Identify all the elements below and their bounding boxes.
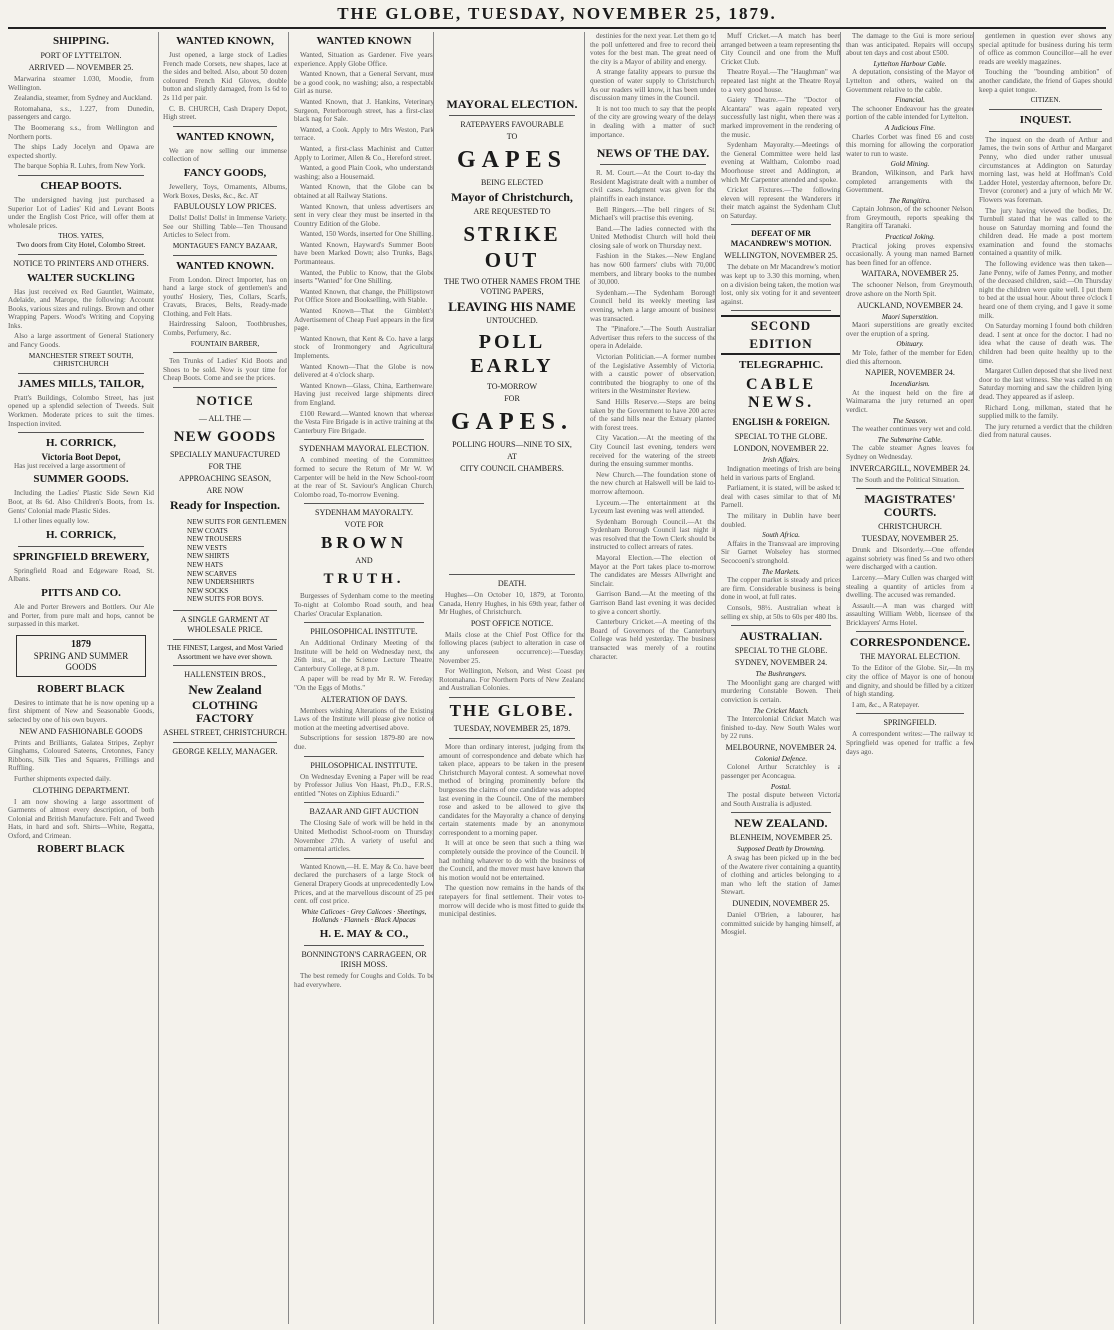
new-goods-heading: NEW GOODS — [173, 429, 277, 446]
suit-item: NEW SOCKS — [187, 586, 229, 595]
fashionable-goods: NEW AND FASHIONABLE GOODS — [19, 726, 143, 736]
philosophical-heading-2: PHILOSOPHICAL INSTITUTE. — [310, 760, 418, 770]
inquest-heading: INQUEST. — [1019, 113, 1072, 126]
suit-item: NEW SCARVES — [187, 569, 237, 578]
are-now-label: ARE NOW — [206, 486, 244, 496]
wellington-dateline: WELLINGTON, NOVEMBER 25. — [724, 251, 838, 261]
second-edition-heading: SECOND EDITION — [721, 315, 841, 355]
robert-black-heading: ROBERT BLACK — [37, 682, 125, 695]
fountain-barber: FOUNTAIN BARBER, — [190, 339, 260, 348]
maori-heading: Maori Superstition. — [881, 312, 939, 321]
shipping-text: Marwarina steamer 1.030, Moodie, from Wellington. Zealandia, steamer, from Sydney and Auckland. Rotomahana, s.s., 1.227, from Dunedin, passengers and cargo. The Boomerang s.s., from Wellington and Northern ports. The ships Lady Jocelyn and Opawa are expected shortly. The barque Sophia R. Luhrs, from New York. — [8, 75, 154, 171]
manchester-street: MANCHESTER STREET SOUTH, CHRISTCHURCH — [28, 351, 134, 369]
robert-black-heading-2: ROBERT BLACK — [37, 843, 125, 856]
blenheim-dateline: BLENHEIM, NOVEMBER 25. — [729, 833, 833, 843]
springfield-heading: SPRINGFIELD BREWERY, — [12, 550, 150, 563]
practical-joking-heading: Practical Joking. — [885, 233, 935, 242]
tomorrow-label: TO-MORROW — [486, 382, 538, 391]
obituary-heading: Obituary. — [896, 340, 924, 349]
gapes-heading-2: GAPES. — [450, 409, 573, 435]
ashel-street: ASHEL STREET, CHRISTCHURCH. — [163, 728, 287, 738]
notice-heading: NOTICE — [196, 393, 254, 409]
suit-item: NEW TROUSERS — [187, 535, 242, 544]
melbourne-dateline: MELBOURNE, NOVEMBER 24. — [725, 742, 837, 752]
shipping-heading: SHIPPING. — [53, 35, 109, 47]
column-6: Muff Cricket.—A match has been arranged between a team representing the City Council and one from the Muff Cricket Club. Theatre Royal.—The "Haughman" was repeated last night at the Theatre Royal to a very good house. Gaiety Theatre.—The "Doctor of Alcantara" was again repeated very successfully last night, when there was a marked improvement in the rendering of the music. Sydenham Mayoralty.—Meetings of the General Committee were held last evening at Waltham, Colombo road, Moorhouse street and Addington, at which Mr Carpenter attended and spoke. Cricket Fixtures.—The following eleven will represent the Wanderers in their match against the Sydenham Club on Saturday. DEFEAT OF MR MACANDREW'S MOTION. WELLINGTON, NOVEMBER 25. The debate on Mr Macandrew's motion was kept up to 3.30 this morning, when, on a division being taken, the motion was lost, only six voting for it and seventeen against. SECOND EDITION TELEGRAPHIC. CABLE NEWS. ENGLISH & FOREIGN. SPECIAL TO THE GLOBE. LONDON, NOVEMBER 22. Irish Affairs. Indignation meetings of Irish are being held in various parts of England. Parliament, it is stated, will be asked to deal with cases similar to that of Mr Parnell. The military in Dublin have been doubled. South Africa. Affairs in the Transvaal are improving. Sir Garnet Wolseley has stormed Secocoeni's stronghold. The Markets. The copper market is steady and prices are firm. Considerable business is being done in wool, at full rates. Consols, 98½. Australian wheat is selling ex ship, at 50s to 60s per 480 lbs. AUSTRALIAN. SPECIAL TO THE GLOBE. SYDNEY, NOVEMBER 24. The Bushrangers. The Moonlight gang are charged with murdering Constable Bowen. Their conviction is certain. The Cricket Match. The Intercolonial Cricket Match was finished to-day. New South Wales won by 22 runs. MELBOURNE, NOVEMBER 24. Colonial Defence. Colonel Arthur Scratchley is a passenger per Aconcagua. Postal. The postal dispute between Victoria and South Australia is adjusted. NEW ZEALAND. BLENHEIM, NOVEMBER 25. Supposed Death by Drowning. A swag has been picked up in the bed of the Awatere river containing a quantity of clothing and articles belonging to a man who left the station of James Stewart. DUNEDIN, NOVEMBER 25. Daniel O'Brien, a labourer, has committed suicide by hanging himself, at Mosgiel. — [715, 32, 841, 1324]
special-globe-1: SPECIAL TO THE GLOBE. — [734, 432, 828, 442]
sydenham-mayoralty: SYDENHAM MAYORALTY. — [315, 508, 413, 518]
suit-item: NEW VESTS — [187, 543, 227, 552]
submarine-cable-heading: The Submarine Cable. — [877, 435, 943, 444]
vote-for-label: VOTE FOR — [344, 520, 384, 530]
may-heading: H. E. MAY & CO., — [319, 927, 409, 940]
column-5: destinies for the next year. Let them go to the poll unfettered and free to record their votes for the best man. The great need of the city is a Mayor of ability and energy. A strange fatality appears to pursue the question of water supply to Christchurch. As our readers will know, it has been under discussion many times in the Council. It is not too much to say that the people of the city are growing weary of the delays in dealing with a matter of such importance. NEWS OF THE DAY. R. M. Court.—At the Court to-day the Resident Magistrate dealt with a number of civil cases. Judgment was given for the plaintiffs in each instance. Bell Ringers.—The bell ringers of St. Michael's will practise this evening. Band.—The ladies connected with the United Methodist Church will hold their closing sale of work on Thursday next. Fashion in the Stakes.—New England has now 600 farmers' clubs with 70,000 members, and library books to the number of 30,000. Sydenham.—The Sydenham Borough Council held its weekly meeting last evening, when a large amount of business was transacted. The "Pinafore."—The South Australian Advertiser thus refers to the success of the opera in Adelaide. Victorian Politician.—A former number of the Legislative Assembly of Victoria, with a caustic power of observation, contributed the biography to one of the writers in the Westminster Review. Sand Hills Reserve.—Steps are being taken by the Government to have 200 acres of the sand hills near the Estuary planted with forest trees. City Vacation.—At the meeting of the City Council last evening, tenders were received for the watering of the streets during the ensuing summer months. New Church.—The foundation stone of the new church at Halswell will be laid to-morrow afternoon. Lyceum.—The entertainment at the Lyceum last evening was well attended. Sydenham Borough Council.—At the Sydenham Borough Council last night it was resolved that the Town Clerk should be instructed to collect arrears of rates. Mayoral Election.—The election of Mayor at the Port takes place to-morrow. The candidates are Messrs Allwright and Sinclair. Garrison Band.—At the meeting of the Garrison Band last evening it was decided to give a concert shortly. Canterbury Cricket.—A meeting of the Board of Governors of the Canterbury College was held yesterday. The business transacted was merely of a routine character. — [584, 32, 716, 1324]
ready-heading: Ready for Inspection. — [169, 498, 281, 513]
column-7: The damage to the Gui is more serious than was anticipated. Repairs will occupy about ten days and cost about £500. Lyttelton Harbour Cable. A deputation, consisting of the Mayor of Lyttelton and others, waited on the Government relative to the cable. Financial. The schooner Endeavour has the greater portion of the cable intended for Lyttelton. A Judicious Fine. Charles Corbet was fined £6 and costs this morning for allowing the corporation water to run to waste. Gold Mining. Brandon, Wilkinson, and Park have completed arrangements with the Government. The Rangitira. Captain Johnson, of the schooner Nelson, from Greymouth, reports speaking the Rangitira off Taranaki. Practical Joking. Practical joking proves expensive occasionally. A young man named Barnett has been fined for an offence. WAITARA, NOVEMBER 25. The schooner Nelson, from Greymouth, drove ashore on the North Spit. AUCKLAND, NOVEMBER 24. Maori Superstition. Maori superstitions are greatly excited over the eruption of a spring. Obituary. Mr Tole, father of the member for Eden, died this afternoon. NAPIER, NOVEMBER 24. Incendiarism. At the inquest held on the fire at Waimarama the jury returned an open verdict. The Season. The weather continues very wet and cold. The Submarine Cable. The cable steamer Agnes leaves for Sydney on Wednesday. INVERCARGILL, NOVEMBER 24. The South and the Political Situation. MAGISTRATES' COURTS. CHRISTCHURCH. TUESDAY, NOVEMBER 25. Drunk and Disorderly.—One offender against sobriety was fined 5s and two others were discharged with a caution. Larceny.—Mary Cullen was charged with stealing a quantity of articles from a dwelling. The accused was remanded. Assault.—A man was charged with assaulting William Webb, licensee of the Bricklayers' Arms Hotel. CORRESPONDENCE. THE MAYORAL ELECTION. To the Editor of the Globe. Sir,—In my city the office of Mayor is one of honour and dignity, and should be filled by a citizen of high standing. I am, &c., A Ratepayer. SPRINGFIELD. A correspondent writes:—The railway to Springfield was opened for traffic a few days ago. — [840, 32, 974, 1324]
spring-summer-box — [16, 635, 146, 677]
dunedin-dateline: DUNEDIN, NOVEMBER 25. — [732, 899, 830, 908]
rangitira-heading: The Rangitira. — [889, 196, 931, 205]
brown-heading: BROWN — [320, 533, 408, 553]
markets-heading: The Markets. — [762, 567, 800, 576]
column-2: WANTED KNOWN, Just opened, a large stock of Ladies French made Corsets, new shapes, lace at the sides and belted. Also, about 50 dozen coloured French Kid Gloves, double button and slightly damaged, from 1s 6d to 2s 11d per pair. C. B. CHURCH, Cash Drapery Depot, High street. WANTED KNOWN, We are now selling our immense collection of FANCY GOODS, Jewellery, Toys, Ornaments, Albums, Work Boxes, Desks, &c., &c. AT FABULOUSLY LOW PRICES. Dolls! Dolls! Dolls! in Immense Variety. See our Shilling Table—Ten Thousand Articles to Select from. MONTAGUE'S FANCY BAZAAR, WANTED KNOWN. From London. Direct Importer, has on hand a large stock of gentlemen's and youths' Hosiery, Ties, Collars, Scarfs, Cravats, Braces, Belts, Ready-made Clothing, and Felt Hats. Hairdressing Saloon, Toothbrushes, Combs, Perfumery, &c. FOUNTAIN BARBER, Ten Trunks of Ladies' Kid Boots and Shoes to be sold. Now is your time for Cheap Boots. Come and see the prices. NOTICE — ALL THE — NEW GOODS SPECIALLY MANUFACTURED FOR THE APPROACHING SEASON, ARE NOW Ready for Inspection. NEW SUITS FOR GENTLEMEN NEW COATS NEW TROUSERS NEW VESTS NEW SHIRTS NEW HATS NEW SCARVES NEW UNDERSHIRTS NEW SOCKS NEW SUITS FOR BOYS. A SINGLE GARMENT AT WHOLESALE PRICE. THE FINEST, Largest, and Most Varied Assortment we have ever shown. HALLENSTEIN BROS., New Zealand CLOTHING FACTORY ASHEL STREET, CHRISTCHURCH. GEORGE KELLY, MANAGER. — [158, 32, 287, 1324]
financial-heading: Financial. — [895, 96, 925, 105]
chambers-label: CITY COUNCIL CHAMBERS. — [460, 464, 564, 473]
pitts-heading: PITTS AND CO. — [41, 586, 121, 599]
sydney-dateline: SYDNEY, NOVEMBER 24. — [734, 658, 828, 668]
being-elected-label: BEING ELECTED — [481, 178, 543, 187]
masthead-rule — [8, 27, 1106, 29]
kelly-manager: GEORGE KELLY, MANAGER. — [172, 747, 278, 757]
truth-heading: TRUTH. — [323, 571, 405, 588]
sydenham-election-heading: SYDENHAM MAYORAL ELECTION. — [299, 444, 429, 454]
suit-item: NEW COATS — [187, 526, 228, 535]
wanted-known-2: WANTED KNOWN, — [176, 130, 274, 143]
mayoral-election-heading: MAYORAL ELECTION. — [446, 97, 578, 111]
two-other-label: THE TWO OTHER NAMES FROM THE VOTING PAPERS, — [443, 277, 581, 296]
specially-label: SPECIALLY MANUFACTURED — [169, 450, 281, 460]
waitara-dateline: WAITARA, NOVEMBER 25. — [861, 269, 959, 279]
suits-list — [163, 518, 287, 604]
factory-heading: CLOTHING FACTORY — [191, 698, 258, 726]
montagu-bazaar: MONTAGUE'S FANCY BAZAAR, — [172, 241, 278, 250]
yates-address: Two doors from City Hotel, Colombo Street. — [16, 240, 146, 249]
for-label: FOR — [504, 394, 520, 403]
napier-dateline: NAPIER, NOVEMBER 24. — [865, 368, 955, 378]
column-8: gentlemen in question ever shows any special aptitude for business during his term of office as common Councillor—all he ever reads are weekly magazines. Touching the "bounding ambition" of another candidate, the friend of Gapes should keep a quiet tongue. CITIZEN. INQUEST. The inquest on the death of Arthur and James, the twin sons of Arthur and Margaret Penny, who died under rather unusual circumstances at Addington on Saturday morning last, was held at Hoffman's Cold Ladder Hotel, yesterday afternoon, before Dr. Trevor (coroner) and a jury of which Mr W. Flowers was foreman. The jury having viewed the bodies, Dr. Turnbull stated that he was called to the house on Saturday morning and found the children dead. He made a post mortem examination and found the stomachs contained a quantity of milk. The following evidence was then taken—Jane Penny, wife of James Penny, and mother of the deceased children, said:—On Thursday night the children were quite well. I put them to bed at the usual hour. About three o'clock I heard one of them crying, and I gave it some milk. On Saturday morning I found both children dead. I sent at once for the doctor. I had no idea what the cause of death was. The children had been quite healthy up to the time. Margaret Cullen deposed that she lived next door to the last witness. She was called in on Saturday morning and saw the children lying dead. They appeared as if asleep. Richard Long, milkman, stated that he supplied milk to the family. The jury returned a verdict that the children died from natural causes. — [973, 32, 1112, 1324]
fiasco-heading: A Judicious Fine. — [884, 123, 936, 132]
corrick-heading-2: H. CORRICK, — [46, 528, 116, 541]
magistrates-heading: MAGISTRATES' COURTS. — [864, 492, 956, 520]
ratepayers-label: RATEPAYERS FAVOURABLE — [460, 120, 564, 129]
all-the-label: — ALL THE — — [198, 414, 252, 424]
bonnington-heading: BONNINGTON'S CARRAGEEN, OR IRISH MOSS. — [301, 949, 427, 969]
wholesale-label: A SINGLE GARMENT AT WHOLESALE PRICE. — [180, 614, 270, 634]
auckland-dateline: AUCKLAND, NOVEMBER 24. — [857, 300, 963, 310]
finest-label: THE FINEST, Largest, and Most Varied Assortment we have ever shown. — [167, 643, 283, 661]
death-heading: DEATH. — [497, 579, 527, 588]
gapes-heading: GAPES — [456, 147, 567, 173]
corrick-subheading: Victoria Boot Depot, — [41, 452, 121, 463]
approaching-label: APPROACHING SEASON, — [178, 474, 271, 484]
correspondence-heading: CORRESPONDENCE. — [849, 635, 971, 650]
invercargill-dateline: INVERCARGILL, NOVEMBER 24. — [850, 463, 970, 473]
fancy-goods-heading: FANCY GOODS, — [183, 166, 267, 179]
cable-news-heading: CABLE NEWS. — [745, 376, 817, 412]
mills-heading: JAMES MILLS, TAILOR, — [17, 377, 145, 390]
summer-goods-heading: SUMMER GOODS. — [33, 473, 129, 486]
suit-item: NEW UNDERSHIRTS — [187, 578, 255, 587]
corrick-heading: H. CORRICK, — [46, 437, 116, 450]
columns — [8, 32, 1112, 1324]
globe-date: TUESDAY, NOVEMBER 25, 1879. — [453, 723, 571, 733]
wanted-known-1: WANTED KNOWN, — [176, 35, 274, 47]
clothing-department: CLOTHING DEPARTMENT. — [32, 785, 130, 795]
leaving-heading: LEAVING HIS NAME — [448, 299, 576, 314]
drowning-heading: Supposed Death by Drowning. — [737, 845, 825, 854]
colonial-defence-heading: Colonial Defence. — [754, 754, 808, 763]
bushrangers-heading: The Bushrangers. — [755, 670, 807, 679]
christchurch-heading: CHRISTCHURCH. — [878, 522, 942, 532]
london-dateline: LONDON, NOVEMBER 22. — [733, 444, 829, 454]
gold-mining-heading: Gold Mining. — [890, 160, 930, 169]
cricket-heading: The Cricket Match. — [753, 706, 809, 715]
port-heading: PORT OF LYTTELTON. — [40, 51, 122, 60]
low-prices-heading: FABULOUSLY LOW PRICES. — [173, 202, 277, 212]
springfield-heading: SPRINGFIELD. — [883, 718, 937, 728]
lyttelton-cable-heading: Lyttelton Harbour Cable. — [873, 59, 947, 68]
requested-label: ARE REQUESTED TO — [473, 207, 551, 216]
for-the-label: FOR THE — [208, 462, 242, 472]
printers-notice: NOTICE TO PRINTERS AND OTHERS. — [13, 258, 149, 268]
philosophical-heading: PHILOSOPHICAL INSTITUTE. — [310, 627, 418, 637]
news-of-the-day-heading: NEWS OF THE DAY. — [596, 146, 710, 161]
untouched-label: UNTOUCHED. — [486, 316, 538, 325]
cheap-boots-heading: CHEAP BOOTS. — [40, 179, 122, 192]
new-zealand-heading: NEW ZEALAND. — [734, 816, 828, 831]
wanted-known-heading: WANTED KNOWN — [316, 35, 412, 47]
strike-out-heading: STRIKE OUT — [463, 222, 561, 272]
incendiarism-heading: Incendiarism. — [890, 380, 930, 389]
court-date: TUESDAY, NOVEMBER 25. — [861, 534, 959, 544]
poll-early-heading: POLL EARLY — [470, 331, 554, 377]
defeat-heading: DEFEAT OF MR MACANDREW'S MOTION. — [730, 229, 832, 249]
postal-heading: Postal. — [770, 782, 792, 791]
mayor-label: Mayor of Christchurch, — [451, 190, 573, 204]
south-africa-heading: South Africa. — [762, 531, 800, 540]
at-label: AT — [507, 452, 517, 461]
suit-item: NEW HATS — [187, 561, 224, 569]
yates-name: THOS. YATES, — [58, 232, 104, 241]
alteration-heading: ALTERATION OF DAYS. — [320, 694, 408, 704]
the-globe-heading: THE GLOBE. — [449, 700, 575, 720]
mayoral-letter-heading: THE MAYORAL ELECTION. — [859, 652, 961, 662]
suit-item: NEW SUITS FOR BOYS. — [187, 595, 264, 604]
hallenstein-label: HALLENSTEIN BROS., — [184, 670, 266, 680]
special-globe-2: SPECIAL TO THE GLOBE. — [734, 646, 828, 656]
suit-item: NEW SHIRTS — [187, 552, 230, 561]
column-1: SHIPPING. PORT OF LYTTELTON. ARRIVED — NOVEMBER 25. Marwarina steamer 1.030, Moodie, from Wellington. Zealandia, steamer, from Sydney and Auckland. Rotomahana, s.s., 1.227, from Dunedin, passengers and cargo. The Boomerang s.s., from Wellington and Northern ports. The ships Lady Jocelyn and Opawa are expected shortly. The barque Sophia R. Luhrs, from New York. CHEAP BOOTS. The undersigned having just purchased a Superior Lot of Ladies' Kid and Levant Boots under the English Cost Price, will offer them at wholesale prices. THOS. YATES, Two doors from City Hotel, Colombo Street. NOTICE TO PRINTERS AND OTHERS. WALTER SUCKLING Has just received ex Red Gauntlet, Waimate, Adelaide, and Marope, the following: Account Books, various sizes and rulings. Brown and other Wrapping Papers. Wood's Writing and Copying Inks. Also a large assortment of General Stationery and Fancy Goods. MANCHESTER STREET SOUTH, CHRISTCHURCH JAMES MILLS, TAILOR, Pratt's Buildings, Colombo Street, has just opened up a splendid selection of Tweeds. Suit Workmen. Moderate prices to suit the times. Inspection invited. H. CORRICK, Victoria Boot Depot, Has just received a large assortment of SUMMER GOODS. Including the Ladies' Plastic Side Sewn Kid Boot, at 8s 6d. Also Children's Boots, from 1s. Gents' Colonial made Plastic Sides. Ll other lines equally low. H. CORRICK, SPRINGFIELD BREWERY, Springfield Road and Edgeware Road, St. Albans. PITTS AND CO. Ale and Porter Brewers and Bottlers. Our Ale and Porter, from pure malt and hops, cannot be surpassed in this market. 1879 SPRING AND SUMMER GOODS ROBERT BLACK Desires to intimate that he is now opening up a first shipment of New and Seasonable Goods, selected by one of his own buyers. NEW AND FASHIONABLE GOODS Prints and Brilliants, Galatea Stripes, Zephyr Ginghams, Coloured Sateens, Cretonnes, Fancy Ribbons, Silk Ties and Squares, Frillings and Ruffling. Further shipments expected daily. CLOTHING DEPARTMENT. I am now showing a large assortment of Garments of almost every description, of both Colonial and British Manufacture. Felt and Tweed Hats, in hard and soft. Shirts—White, Regatta, Oxford, and Crimean. ROBERT BLACK — [8, 35, 154, 856]
to-label: TO — [506, 132, 518, 141]
polling-hours-label: POLLING HOURS—NINE TO SIX, — [452, 440, 572, 449]
irish-affairs-heading: Irish Affairs. — [762, 456, 800, 465]
and-label: AND — [355, 556, 373, 566]
wanted-known-3: WANTED KNOWN. — [176, 259, 274, 272]
australian-heading: AUSTRALIAN. — [739, 629, 823, 644]
nz-heading: New Zealand — [188, 682, 262, 698]
bazaar-heading: BAZAAR AND GIFT AUCTION — [309, 807, 419, 817]
spring-summer-label: SPRING AND SUMMER GOODS — [33, 650, 129, 672]
arrived-heading: ARRIVED — NOVEMBER 25. — [28, 63, 134, 72]
column-4: MAYORAL ELECTION. RATEPAYERS FAVOURABLE TO GAPES BEING ELECTED Mayor of Christchurch, ARE REQUESTED TO STRIKE OUT THE TWO OTHER NAMES FROM THE VOTING PAPERS, LEAVING HIS NAME UNTOUCHED. POLL EARLY TO-MORROW FOR GAPES. POLLING HOURS—NINE TO SIX, AT CITY COUNCIL CHAMBERS. DEATH. Hughes—On October 10, 1879, at Toronto, Canada, Henry Hughes, in his 69th year, father of Mr Hughes, of Christchurch. POST OFFICE NOTICE. Mails close at the Chief Post Office for the following places (subject to alteration in case of any unforeseen occurrence):—Tuesday, November 25. For Wellington, Nelson, and West Coast per Rotomahana. For Northern Ports of New Zealand and Australian Colonies. THE GLOBE. TUESDAY, NOVEMBER 25, 1879. More than ordinary interest, judging from the amount of correspondence and debate which has taken place, appears to be taken in the present Christchurch Mayoral contest. A somewhat novel method of bringing prominently before the burgesses the claims of one candidate was adopted last evening in the Council. One of the members rose and asked to be allowed to give the candidates for the Mayoralty a chance of denying certain statements made by an anonymous correspondent to a morning paper. It will at once be seen that such a thing was completely outside the province of the Council. It had nothing whatever to do with the business of the Council, and the mover must have known that his motion would not be entertained. The question now remains in the hands of the ratepayers for final settlement. Their votes to-morrow will decide who is most fitted to guide the municipal destinies. — [433, 32, 585, 1324]
post-office-heading: POST OFFICE NOTICE. — [470, 618, 554, 628]
telegraphic-heading: TELEGRAPHIC. — [738, 359, 824, 372]
english-foreign-heading: ENGLISH & FOREIGN. — [732, 417, 830, 428]
suit-item: NEW SUITS FOR GENTLEMEN — [187, 518, 287, 527]
suckling-heading: WALTER SUCKLING — [26, 271, 136, 284]
season-heading: The Season. — [892, 416, 928, 425]
citizen-signature: CITIZEN. — [1030, 96, 1061, 105]
column-3: WANTED KNOWN Wanted, Situation as Gardener. Five years' experience. Apply Globe Office. Wanted Known, that a General Servant, must be a good cook, no washing; also, a respectable Girl as nurse. Wanted Known, that J. Hankins, Veterinary Surgeon, Peterborough street, has a first-class black nag for Sale. Wanted, a Cook. Apply to Mrs Weston, Park terrace. Wanted, a first-class Machinist and Cutter. Apply to Lorimer, Allen & Co., Hereford street. Wanted, a good Plain Cook, who understands washing; also a Housemaid. Wanted Known, that the Globe can be obtained at all Railway Stations. Wanted Known, that unless advertisers are sent in very clear they must be inserted in the Country Edition of the Globe. Wanted, 150 Words, inserted for One Shilling. Wanted Known, Hayward's Summer Boots have been Marked Down; also Trunks, Bags, Portmanteaus. Wanted, the Public to Know, that the Globe inserts "Wanted" for One Shilling. Wanted Known, that change, the Phillipstown Pot Office Store and Bookselling, with Stable. Wanted Known—That the Gimblett's Advertisement of Cheap Fuel appears in the first page. Wanted Known, that Kent & Co. have a large stock of Ironmongery and Agricultural Implements. Wanted Known—That the Globe is now delivered at 4 o'clock sharp. Wanted Known—Glass, China, Earthenware. Having just received large shipments direct from England. £100 Reward.—Wanted known that whereas the Vesta Fire Brigade is in active training at the Canterbury Fire Brigade. SYDENHAM MAYORAL ELECTION. A combined meeting of the Committees formed to secure the Return of Mr W. W. Carpenter will be held in the New School-room at the rear of St. Saviour's Anglican Church, Colombo road, To-morrow Evening. SYDENHAM MAYORALTY. VOTE FOR BROWN AND TRUTH. Burgesses of Sydenham come to the meeting To-night at Colombo Road south, and hear Charles' Oracular Explanation. PHILOSOPHICAL INSTITUTE. An Additional Ordinary Meeting of the Institute will be held on Wednesday next, the 26th inst., at the Science Lecture Theatre, Canterbury College, at 8 p.m. A paper will be read by Mr R. W. Fereday, "On the Eggs of Moths." ALTERATION OF DAYS. Members wishing Alterations of the Existing Laws of the Institute will please give notice of motion at the meeting advertised above. Subscriptions for session 1879-80 are now due. PHILOSOPHICAL INSTITUTE. On Wednesday Evening a Paper will be read by Professor Julius Von Haast, Ph.D., F.R.S., entitled "Notes on Ziphius Eduardi." BAZAAR AND GIFT AUCTION The Closing Sale of work will be held in the United Methodist School-room on Thursday, November 27th. A variety of useful and ornamental articles. Wanted Known,—H. E. May & Co. have been declared the purchasers of a large Stock of General Drapery Goods at unprecedentedly Low Prices, and at the marvellous discount of 25 per cent. off cost price. White Calicoes · Grey Calicoes · Sheetings, Hollands · Flannels · Black Alpacas H. E. MAY & CO., BONNINGTON'S CARRAGEEN, OR IRISH MOSS. The best remedy for Coughs and Colds. To be had everywhere. — [288, 32, 434, 1324]
year-label: 1879 — [71, 638, 91, 650]
masthead: THE GLOBE, TUESDAY, NOVEMBER 25, 1879. — [337, 4, 777, 23]
